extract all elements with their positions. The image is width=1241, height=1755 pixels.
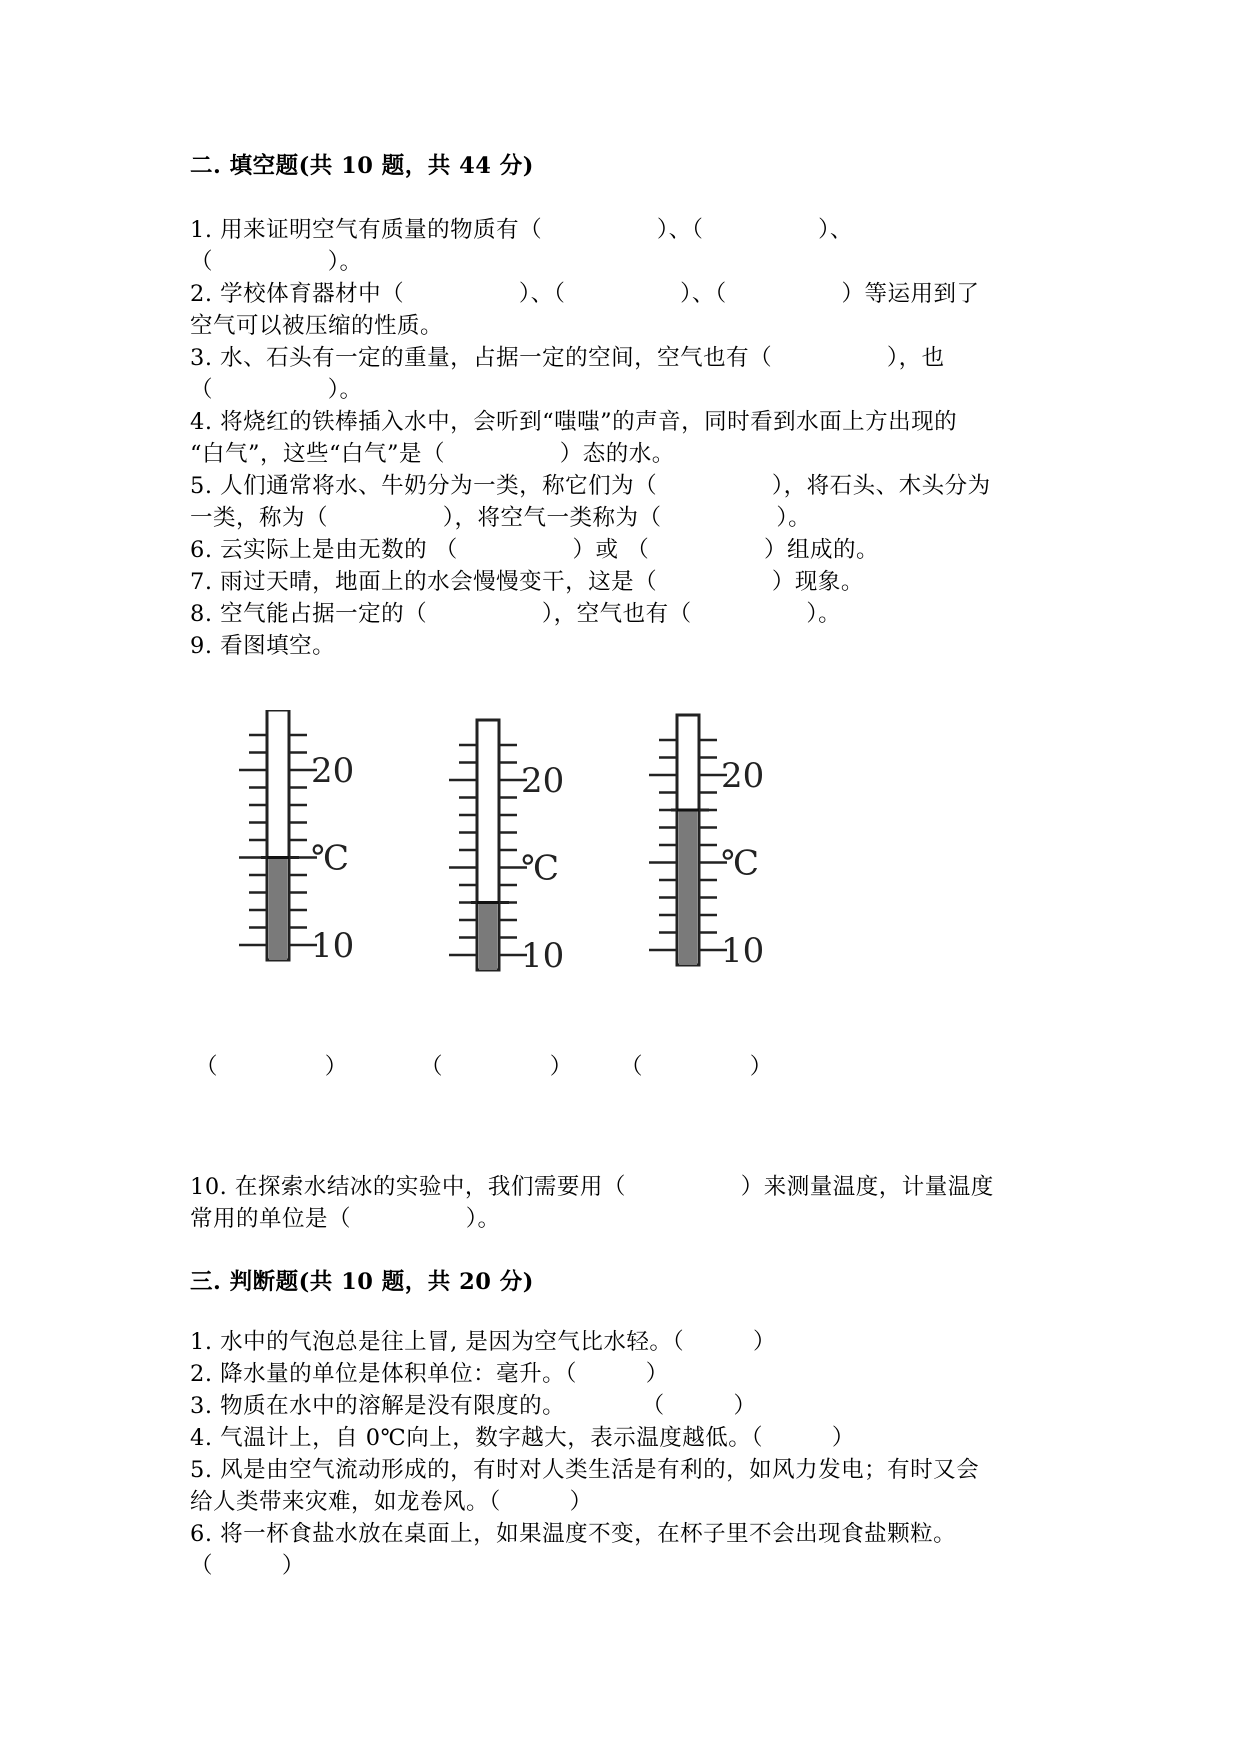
q3-line-2: （ ）。 — [190, 377, 363, 403]
tf-q6-line-1: 6. 将一杯食盐水放在桌面上，如果温度不变，在杯子里不会出现食盐颗粒。 — [190, 1521, 957, 1547]
tf-q5-line-1: 5. 风是由空气流动形成的，有时对人类生活是有利的，如风力发电；有时又会 — [190, 1457, 980, 1483]
label-20: 20 — [311, 751, 355, 791]
thermometer-liquid — [269, 858, 287, 961]
q1-line-2: （ ）。 — [190, 249, 363, 275]
label-10: 10 — [521, 936, 565, 976]
unit-label: ℃ — [311, 838, 350, 879]
tf-q2-line: 2. 降水量的单位是体积单位：毫升。（ ） — [190, 1361, 669, 1387]
q4-line-1: 4. 将烧红的铁棒插入水中，会听到“嗤嗤”的声音，同时看到水面上方出现的 — [190, 409, 958, 435]
unit-label: ℃ — [721, 843, 760, 884]
label-20: 20 — [521, 761, 565, 801]
tf-q3-line: 3. 物质在水中的溶解是没有限度的。 （ ） — [190, 1393, 757, 1419]
section-3-heading: 三. 判断题(共 10 题，共 20 分) — [190, 1269, 534, 1295]
q2-line-2: 空气可以被压缩的性质。 — [190, 313, 444, 339]
label-20: 20 — [721, 756, 765, 796]
thermometer-3-answer-blank: （ ） — [620, 1054, 773, 1080]
thermometer-2 — [449, 720, 564, 976]
thermometer-liquid — [679, 810, 697, 965]
q2-line-1: 2. 学校体育器材中（ ）、（ ）、（ ）等运用到了 — [190, 281, 980, 307]
q5-line-2: 一类，称为（ ），将空气一类称为（ ）。 — [190, 505, 812, 531]
q7-line: 7. 雨过天晴，地面上的水会慢慢变干，这是（ ）现象。 — [190, 569, 864, 595]
q3-line-1: 3. 水、石头有一定的重量，占据一定的空间，空气也有（ ），也 — [190, 345, 945, 371]
thermometer-3 — [649, 715, 764, 971]
thermometer-2-answer-blank: （ ） — [420, 1054, 573, 1080]
thermometer-figure — [200, 710, 800, 1010]
tf-q5-line-2: 给人类带来灾难，如龙卷风。（ ） — [190, 1489, 593, 1515]
tf-q4-line: 4. 气温计上，自 0℃向上，数字越大，表示温度越低。（ ） — [190, 1425, 855, 1451]
q8-line: 8. 空气能占据一定的（ ），空气也有（ ）。 — [190, 601, 842, 627]
label-10: 10 — [311, 926, 355, 966]
q10-line-1: 10. 在探索水结冰的实验中，我们需要用（ ）来测量温度，计量温度 — [190, 1174, 994, 1200]
thermometer-1-answer-blank: （ ） — [195, 1054, 348, 1080]
q5-line-1: 5. 人们通常将水、牛奶分为一类，称它们为（ ），将石头、木头分为 — [190, 473, 991, 499]
tf-q6-line-2: （ ） — [190, 1553, 305, 1579]
tf-q1-line: 1. 水中的气泡总是往上冒, 是因为空气比水轻。（ ） — [190, 1329, 777, 1355]
q10-line-2: 常用的单位是（ ）。 — [190, 1206, 501, 1232]
unit-label: ℃ — [521, 848, 560, 889]
thermometer-liquid — [479, 903, 497, 971]
section-2-heading: 二. 填空题(共 10 题，共 44 分) — [190, 153, 534, 179]
q6-line: 6. 云实际上是由无数的 （ ）或 （ ）组成的。 — [190, 537, 879, 563]
label-10: 10 — [721, 931, 765, 971]
q4-line-2: “白气”，这些“白气”是（ ）态的水。 — [190, 441, 675, 467]
thermometer-1 — [239, 710, 354, 966]
q1-line-1: 1. 用来证明空气有质量的物质有（ ）、（ ）、 — [190, 217, 853, 243]
q9-line: 9. 看图填空。 — [190, 633, 336, 659]
